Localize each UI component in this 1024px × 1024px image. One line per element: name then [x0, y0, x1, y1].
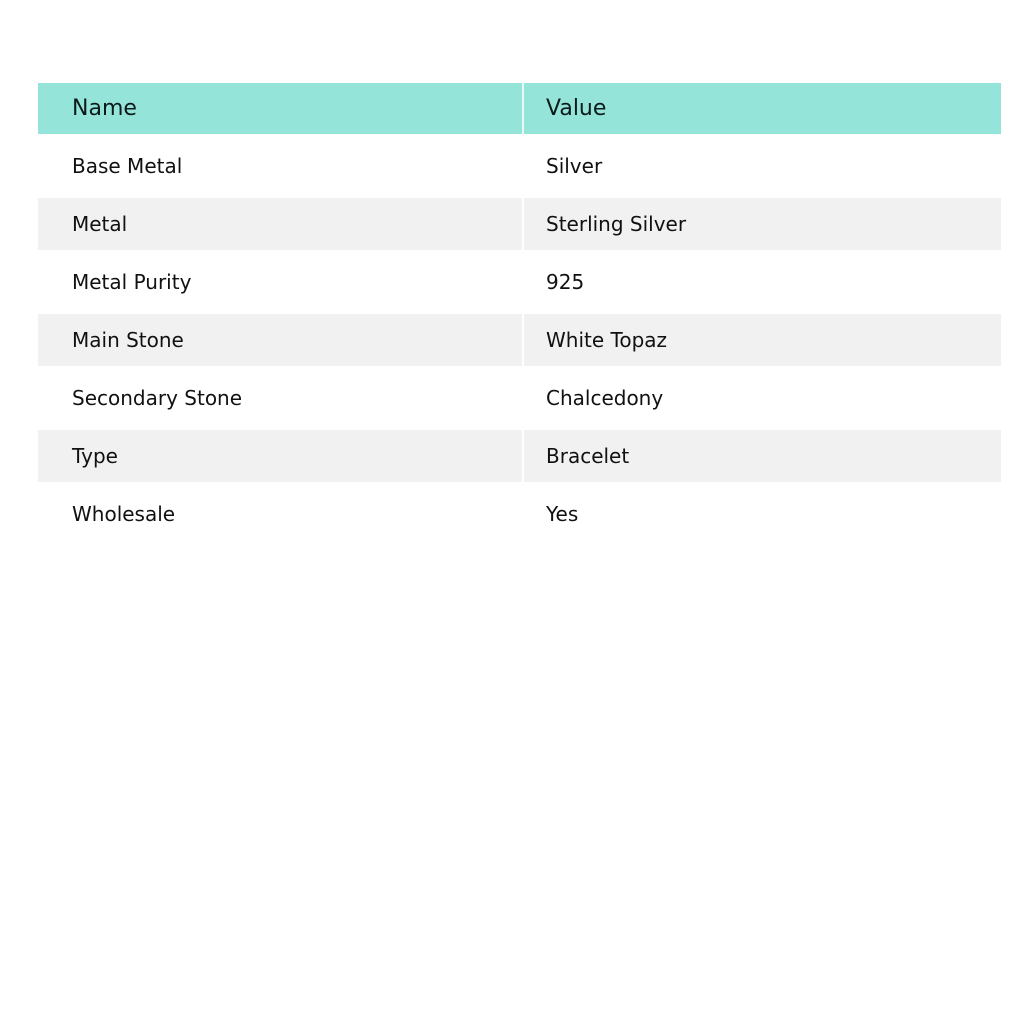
row-name-cell: Main Stone [38, 314, 523, 366]
row-name-cell: Metal [38, 198, 523, 250]
table-row [38, 250, 1001, 314]
column-header-value: Value [523, 83, 1001, 134]
row-value-cell: Silver [523, 134, 1001, 198]
table-row [38, 366, 1001, 430]
row-name-cell: Wholesale [38, 482, 523, 546]
table-row [38, 198, 1001, 250]
row-value-cell: Yes [523, 482, 1001, 546]
row-value-cell: Sterling Silver [523, 198, 1001, 250]
table-row [38, 482, 1001, 546]
row-value-cell: 925 [523, 250, 1001, 314]
row-name-cell: Secondary Stone [38, 366, 523, 430]
row-value-cell: White Topaz [523, 314, 1001, 366]
row-value-cell: Chalcedony [523, 366, 1001, 430]
row-name-cell: Type [38, 430, 523, 482]
row-name-cell: Base Metal [38, 134, 523, 198]
table-row [38, 314, 1001, 366]
row-value-cell: Bracelet [523, 430, 1001, 482]
row-name-cell: Metal Purity [38, 250, 523, 314]
column-header-name: Name [38, 83, 523, 134]
table-header-row [38, 83, 1001, 134]
table-body [38, 134, 1001, 546]
table-row [38, 430, 1001, 482]
table-header [38, 83, 1001, 134]
table-row [38, 134, 1001, 198]
product-spec-table [38, 83, 1001, 546]
